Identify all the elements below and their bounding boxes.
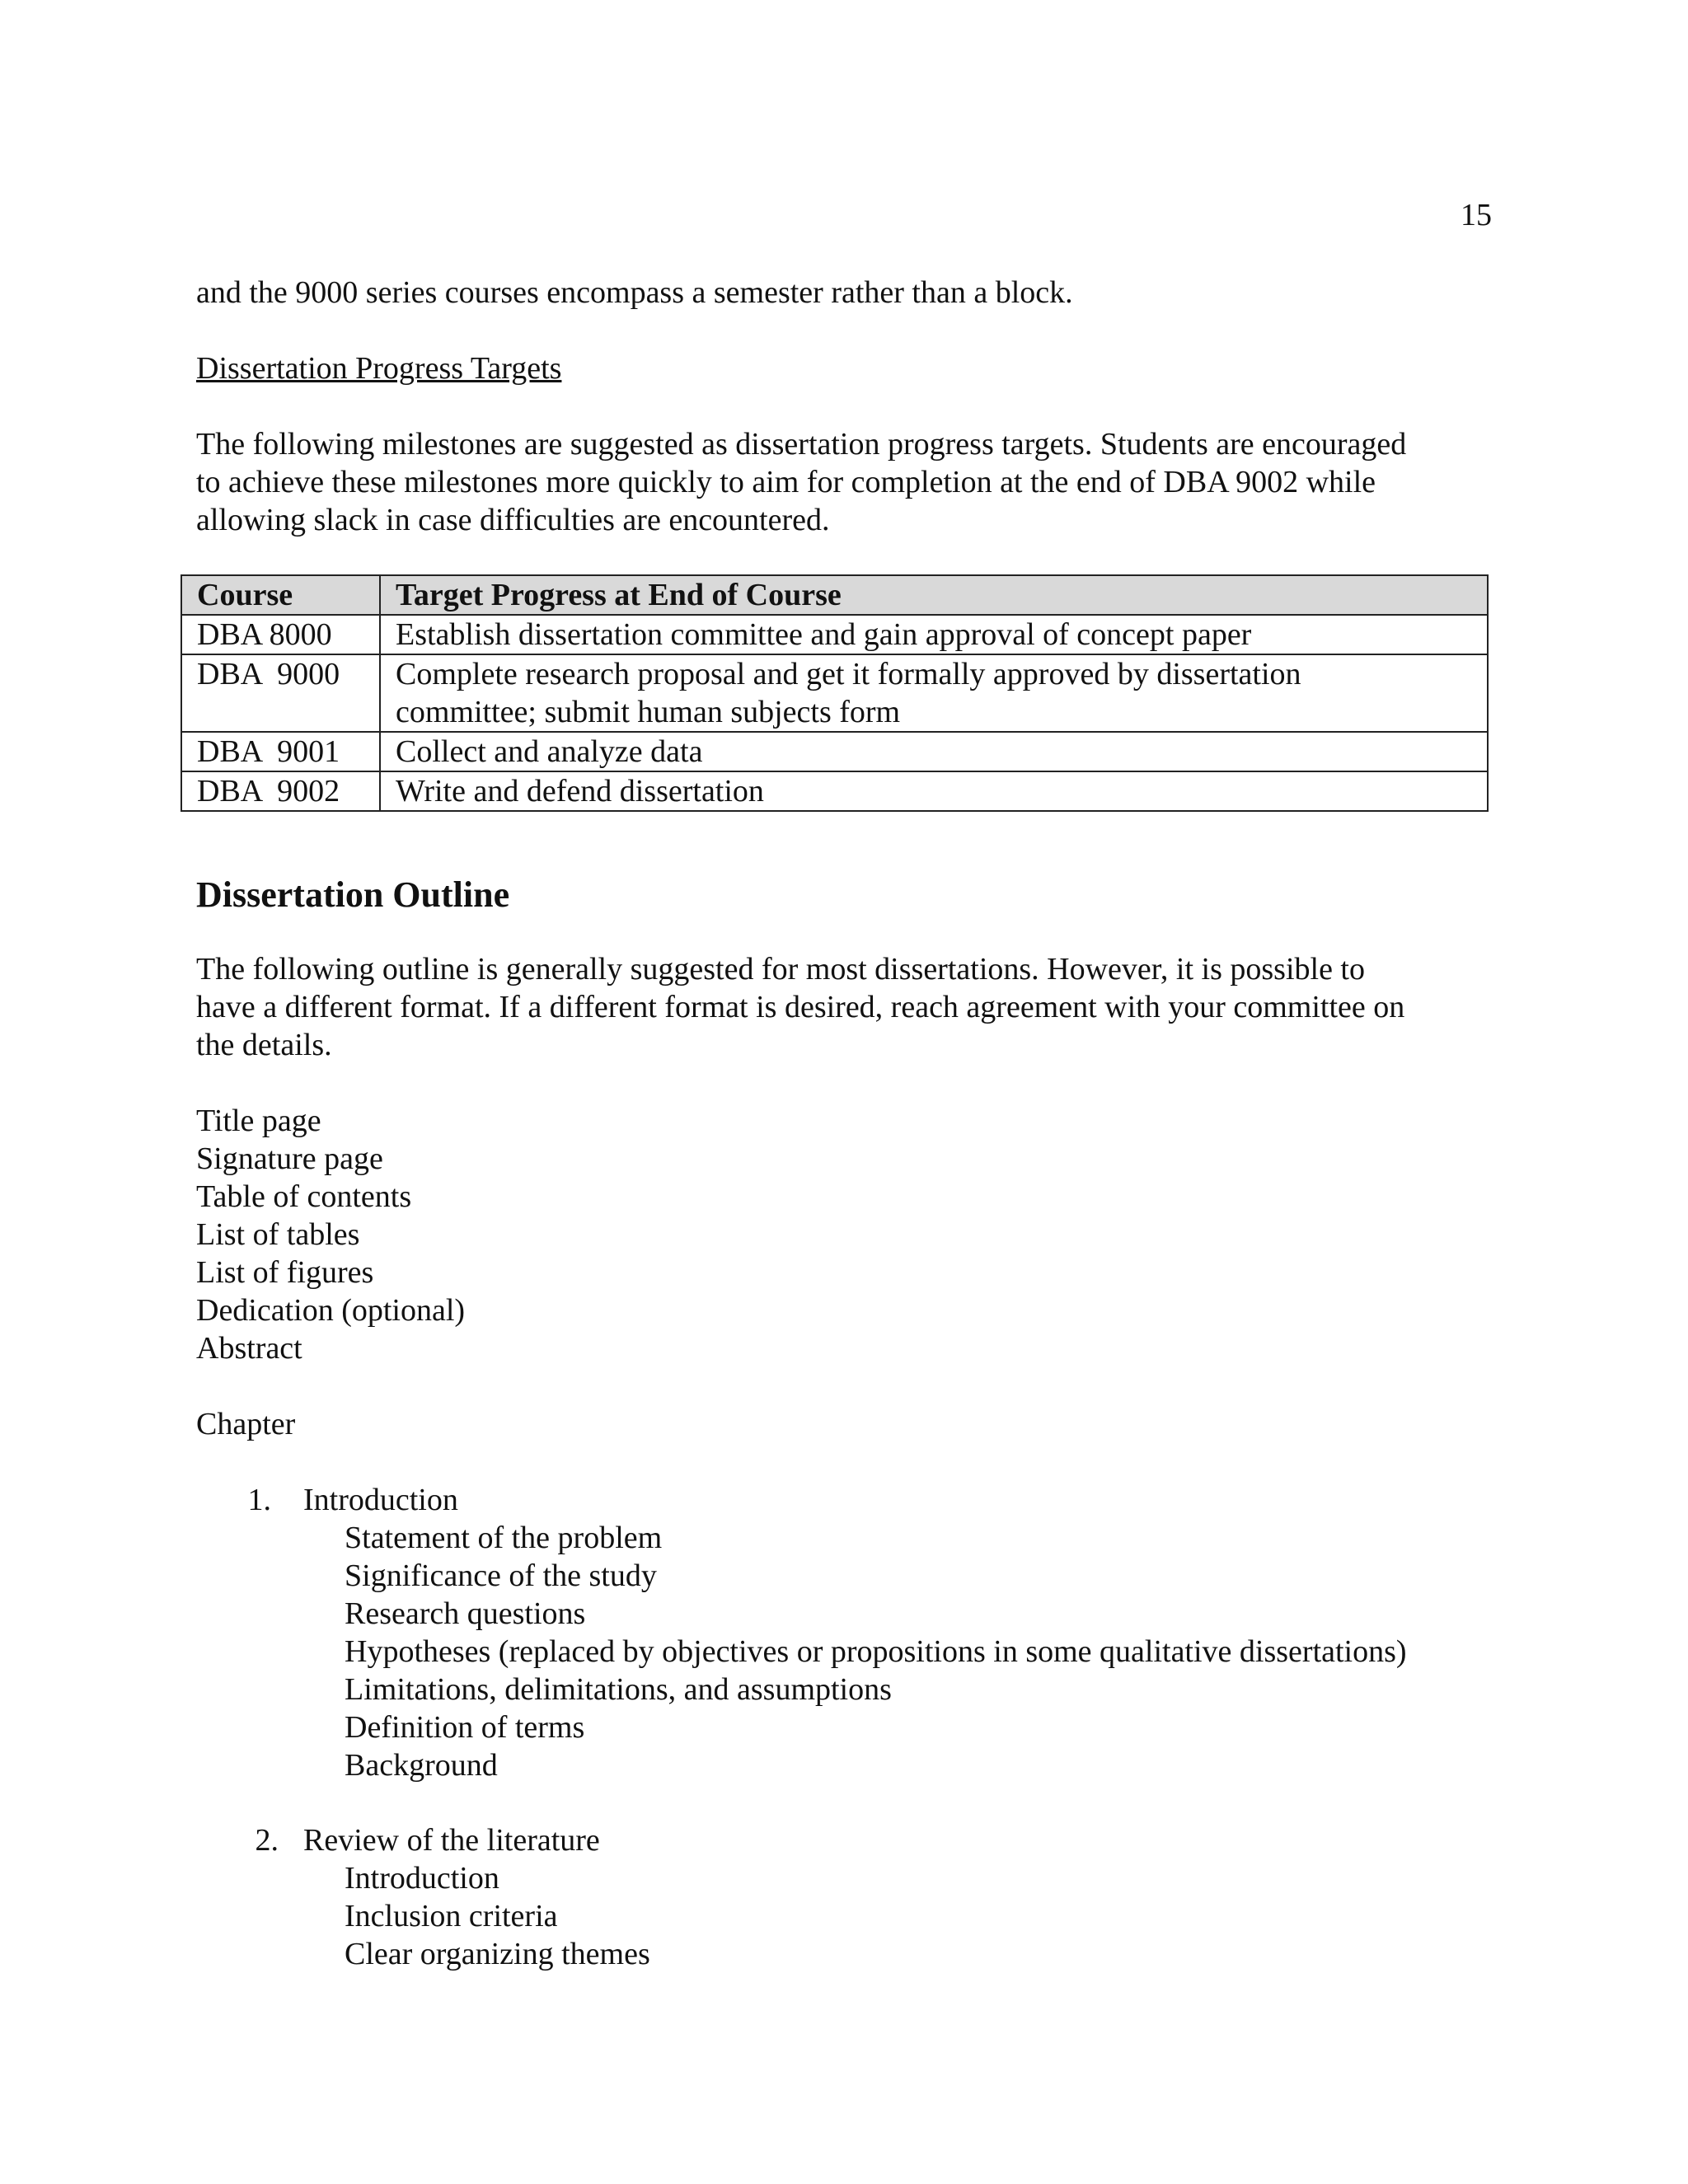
list-item: Table of contents <box>196 1179 412 1214</box>
table-row <box>181 654 1488 732</box>
paragraph-line: The following outline is generally suggested for most dissertations. However, it is possible to <box>196 952 1365 987</box>
list-item: Dedication (optional) <box>196 1293 466 1328</box>
list-item: Definition of terms <box>345 1710 585 1745</box>
target-line: Collect and analyze data <box>396 734 703 769</box>
paragraph-line: the details. <box>196 1028 332 1062</box>
list-item: Research questions <box>345 1596 586 1631</box>
chapter-title: Review of the literature <box>303 1823 600 1858</box>
progress-targets-heading: Dissertation Progress Targets <box>196 351 562 386</box>
course-cell: DBA 9002 <box>181 771 380 811</box>
outline-heading: Dissertation Outline <box>196 874 510 915</box>
page-number: 15 <box>1461 198 1492 232</box>
front-matter-list <box>196 1102 465 1367</box>
column-header-course: Course <box>181 575 380 615</box>
list-item: Hypotheses (replaced by objectives or propositions in some qualitative dissertations) <box>345 1634 1407 1669</box>
target-cell <box>380 771 1488 811</box>
target-line: Complete research proposal and get it formally approved by dissertation <box>396 657 1301 691</box>
target-cell <box>380 732 1488 771</box>
course-cell: DBA 9001 <box>181 732 380 771</box>
list-item: Introduction <box>345 1861 499 1896</box>
chapter-number: 2. <box>255 1823 279 1858</box>
chapter-number: 1. <box>247 1483 271 1517</box>
target-line: Write and defend dissertation <box>396 774 764 808</box>
chapter-label: Chapter <box>196 1407 296 1441</box>
paragraph-line: The following milestones are suggested as dissertation progress targets. Students are encouraged <box>196 427 1407 462</box>
table-header-row <box>181 575 1488 615</box>
progress-paragraph <box>196 425 1482 539</box>
paragraph-line: allowing slack in case difficulties are encountered. <box>196 503 830 537</box>
list-item: Inclusion criteria <box>345 1899 558 1933</box>
paragraph-line: have a different format. If a different format is desired, reach agreement with your committee on <box>196 990 1405 1024</box>
chapter-title: Introduction <box>303 1483 458 1517</box>
list-item: List of figures <box>196 1255 374 1290</box>
list-item: Limitations, delimitations, and assumptions <box>345 1672 892 1707</box>
paragraph-line: to achieve these milestones more quickly to aim for completion at the end of DBA 9002 while <box>196 465 1376 499</box>
list-item: List of tables <box>196 1217 360 1252</box>
chapter-items <box>345 1859 650 1973</box>
course-cell: DBA 9000 <box>181 654 380 732</box>
list-item: Statement of the problem <box>345 1521 663 1555</box>
outline-paragraph <box>196 950 1482 1064</box>
list-item: Signature page <box>196 1141 383 1176</box>
list-item: Abstract <box>196 1331 302 1366</box>
list-item: Clear organizing themes <box>345 1937 650 1971</box>
list-item: Background <box>345 1748 498 1783</box>
target-cell <box>380 615 1488 654</box>
target-line: committee; submit human subjects form <box>396 695 901 729</box>
course-cell: DBA 8000 <box>181 615 380 654</box>
chapter-items <box>345 1519 1407 1784</box>
target-cell <box>380 654 1488 732</box>
progress-targets-table <box>181 574 1489 812</box>
column-header-target: Target Progress at End of Course <box>380 575 1488 615</box>
list-item: Significance of the study <box>345 1558 657 1593</box>
table-row <box>181 732 1488 771</box>
intro-line: and the 9000 series courses encompass a semester rather than a block. <box>196 275 1073 310</box>
table-row <box>181 771 1488 811</box>
list-item: Title page <box>196 1104 321 1138</box>
target-line: Establish dissertation committee and gain approval of concept paper <box>396 617 1252 652</box>
table-row <box>181 615 1488 654</box>
